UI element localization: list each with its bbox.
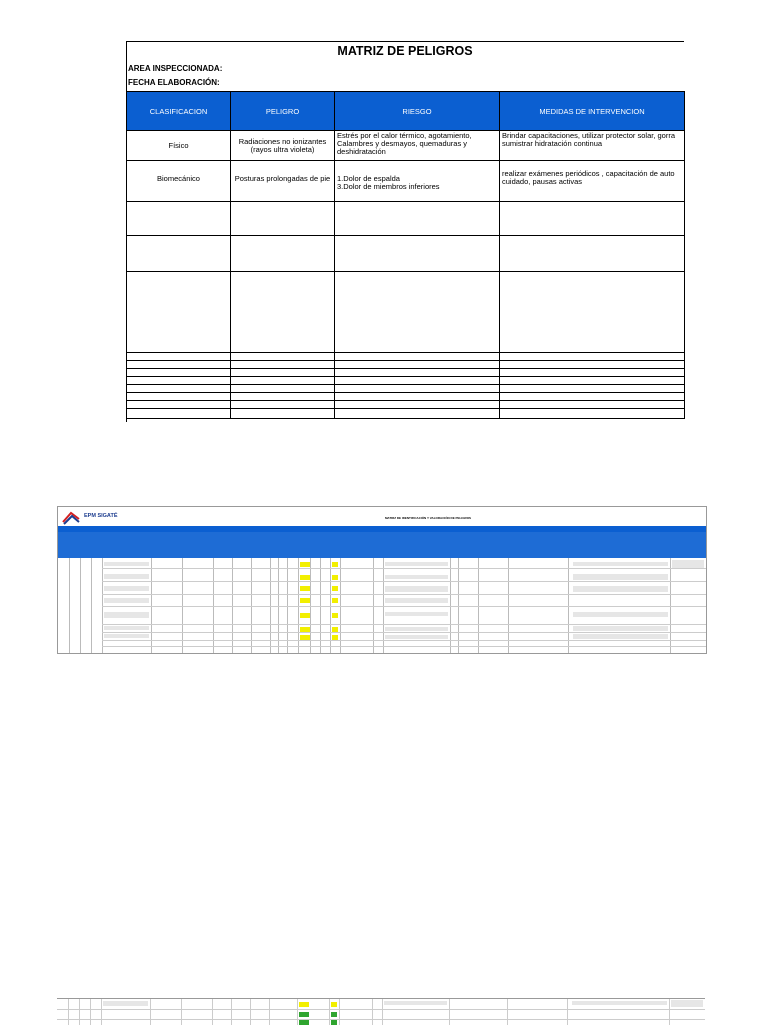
empty-row [127, 393, 685, 401]
empty-row [127, 361, 685, 369]
table-row [127, 161, 685, 202]
empty-row [127, 377, 685, 385]
area-label: AREA INSPECCIONADA: [128, 64, 223, 73]
company-logo [62, 511, 122, 525]
empty-row [127, 202, 685, 236]
empty-row [127, 236, 685, 272]
cell-peligro: Posturas prolongadas de pie [231, 161, 335, 202]
empty-row [127, 385, 685, 393]
continued-matrix-strip [57, 998, 705, 1025]
header-peligro: PELIGRO [231, 92, 335, 131]
cell-peligro: Radiaciones no ionizantes (rayos ultra violeta) [231, 131, 335, 161]
date-label: FECHA ELABORACIÓN: [128, 78, 220, 87]
empty-row [127, 409, 685, 419]
logo-swoosh-icon [62, 511, 80, 525]
cell-riesgo [335, 161, 500, 202]
empty-row [127, 401, 685, 409]
cell-clasificacion: Biomecánico [127, 161, 231, 202]
header-clasificacion: CLASIFICACION [127, 92, 231, 131]
hazard-matrix [126, 41, 684, 191]
header-medidas: MEDIDAS DE INTERVENCION [500, 92, 685, 131]
matrix-title: MATRIZ DE PELIGROS [126, 41, 684, 62]
empty-row [127, 272, 685, 353]
hazard-table [126, 91, 685, 419]
cell-medidas: realizar exámenes periódicos , capacitación de auto cuidado, pausas activas [500, 161, 685, 202]
table-row [127, 131, 685, 161]
header-riesgo: RIESGO [335, 92, 500, 131]
embedded-grid [58, 526, 706, 653]
cell-clasificacion: Físico [127, 131, 231, 161]
riesgo-line: 3.Dolor de miembros inferiores [337, 182, 440, 191]
cell-medidas: Brindar capacitaciones, utilizar protector solar, gorra sumistrar hidratación continua [500, 131, 685, 161]
empty-row [127, 353, 685, 361]
logo-text: EPM SIGATÉ [84, 513, 118, 519]
table-header-row [127, 92, 685, 131]
cell-riesgo: Estrés por el calor térmico, agotamiento, Calambres y desmayos, quemaduras y deshidratación [335, 131, 500, 161]
empty-row [127, 369, 685, 377]
embedded-title: MATRIZ DE IDENTIFICACIÓN Y VALORACIÓN DE PELIGROS [384, 516, 472, 520]
riesgo-line: 1.Dolor de espalda [337, 174, 400, 183]
embedded-matrix [57, 506, 707, 654]
